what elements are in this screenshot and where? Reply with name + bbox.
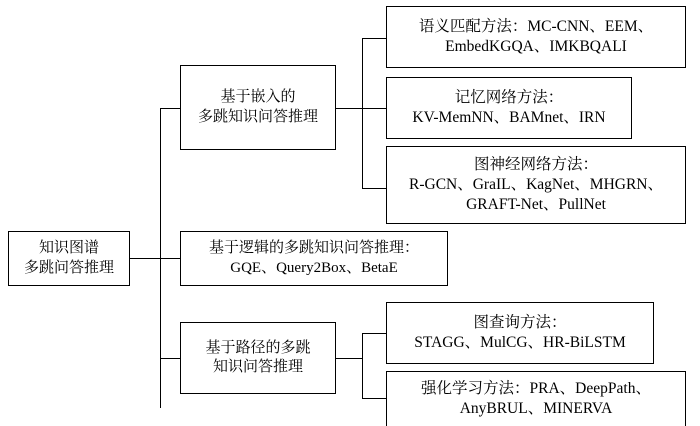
- memory-network-methods-node: [386, 77, 632, 139]
- root-node-line-1: 知识图谱: [38, 240, 99, 256]
- graph-neural-network-methods-node: [386, 146, 686, 224]
- reinforcement-learning-line-2: AnyBRUL、MINERVA: [459, 400, 613, 417]
- edge-spine-to-logic: [160, 258, 180, 259]
- embedding-branch-line-1: 基于嵌入的: [220, 89, 296, 105]
- semantic-matching-line-1: 语义匹配方法：MC-CNN、EEM、: [418, 17, 654, 35]
- path-branch-node: [180, 322, 336, 394]
- edge-embedding-subspine-vertical: [362, 38, 363, 188]
- edge-root-to-spine: [130, 258, 160, 259]
- embedding-branch-line-2: 多跳知识问答推理: [197, 108, 318, 125]
- embedding-branch-node: [180, 65, 336, 150]
- memory-network-line-2: KV-MemNN、BAMnet、IRN: [412, 109, 606, 126]
- logic-branch-node: [180, 231, 448, 286]
- edge-to-memory-network: [362, 108, 386, 109]
- graph-neural-network-line-3: GRAFT-Net、PullNet: [466, 196, 606, 214]
- semantic-matching-methods-node: [386, 6, 686, 68]
- root-node-line-2: 多跳问答推理: [23, 259, 114, 276]
- edge-spine-to-path: [160, 358, 180, 359]
- edge-spine-to-embedding: [160, 108, 180, 109]
- edge-embedding-to-subspine: [336, 108, 362, 109]
- graph-query-line-1: 图查询方法：: [473, 313, 567, 331]
- reinforcement-learning-line-1: 强化学习方法：PRA、DeepPath、: [421, 379, 651, 397]
- logic-branch-line-1: 基于逻辑的多跳知识问答推理：: [208, 240, 419, 256]
- edge-path-subspine-vertical: [362, 333, 363, 398]
- path-branch-line-1: 基于路径的多跳: [205, 339, 311, 356]
- graph-neural-network-line-1: 图神经网络方法：: [473, 155, 598, 173]
- edge-to-semantic-matching: [362, 38, 386, 39]
- semantic-matching-line-2: EmbedKGQA、IMKBQALI: [445, 38, 627, 55]
- graph-query-methods-node: [386, 302, 654, 364]
- logic-branch-line-2: GQE、Query2Box、BetaE: [230, 259, 398, 276]
- graph-query-line-2: STAGG、MulCG、HR-BiLSTM: [414, 334, 626, 351]
- graph-neural-network-line-2: R-GCN、GraIL、KagNet、MHGRN、: [409, 175, 663, 193]
- root-node: [8, 231, 130, 286]
- edge-to-graph-neural-network: [362, 188, 386, 189]
- edge-to-graph-query: [362, 333, 386, 334]
- edge-path-to-subspine: [336, 358, 362, 359]
- edge-to-reinforcement-learning: [362, 398, 386, 399]
- reinforcement-learning-methods-node: [386, 371, 686, 426]
- path-branch-line-2: 知识问答推理: [212, 359, 303, 375]
- memory-network-line-1: 记忆网络方法：: [454, 88, 564, 106]
